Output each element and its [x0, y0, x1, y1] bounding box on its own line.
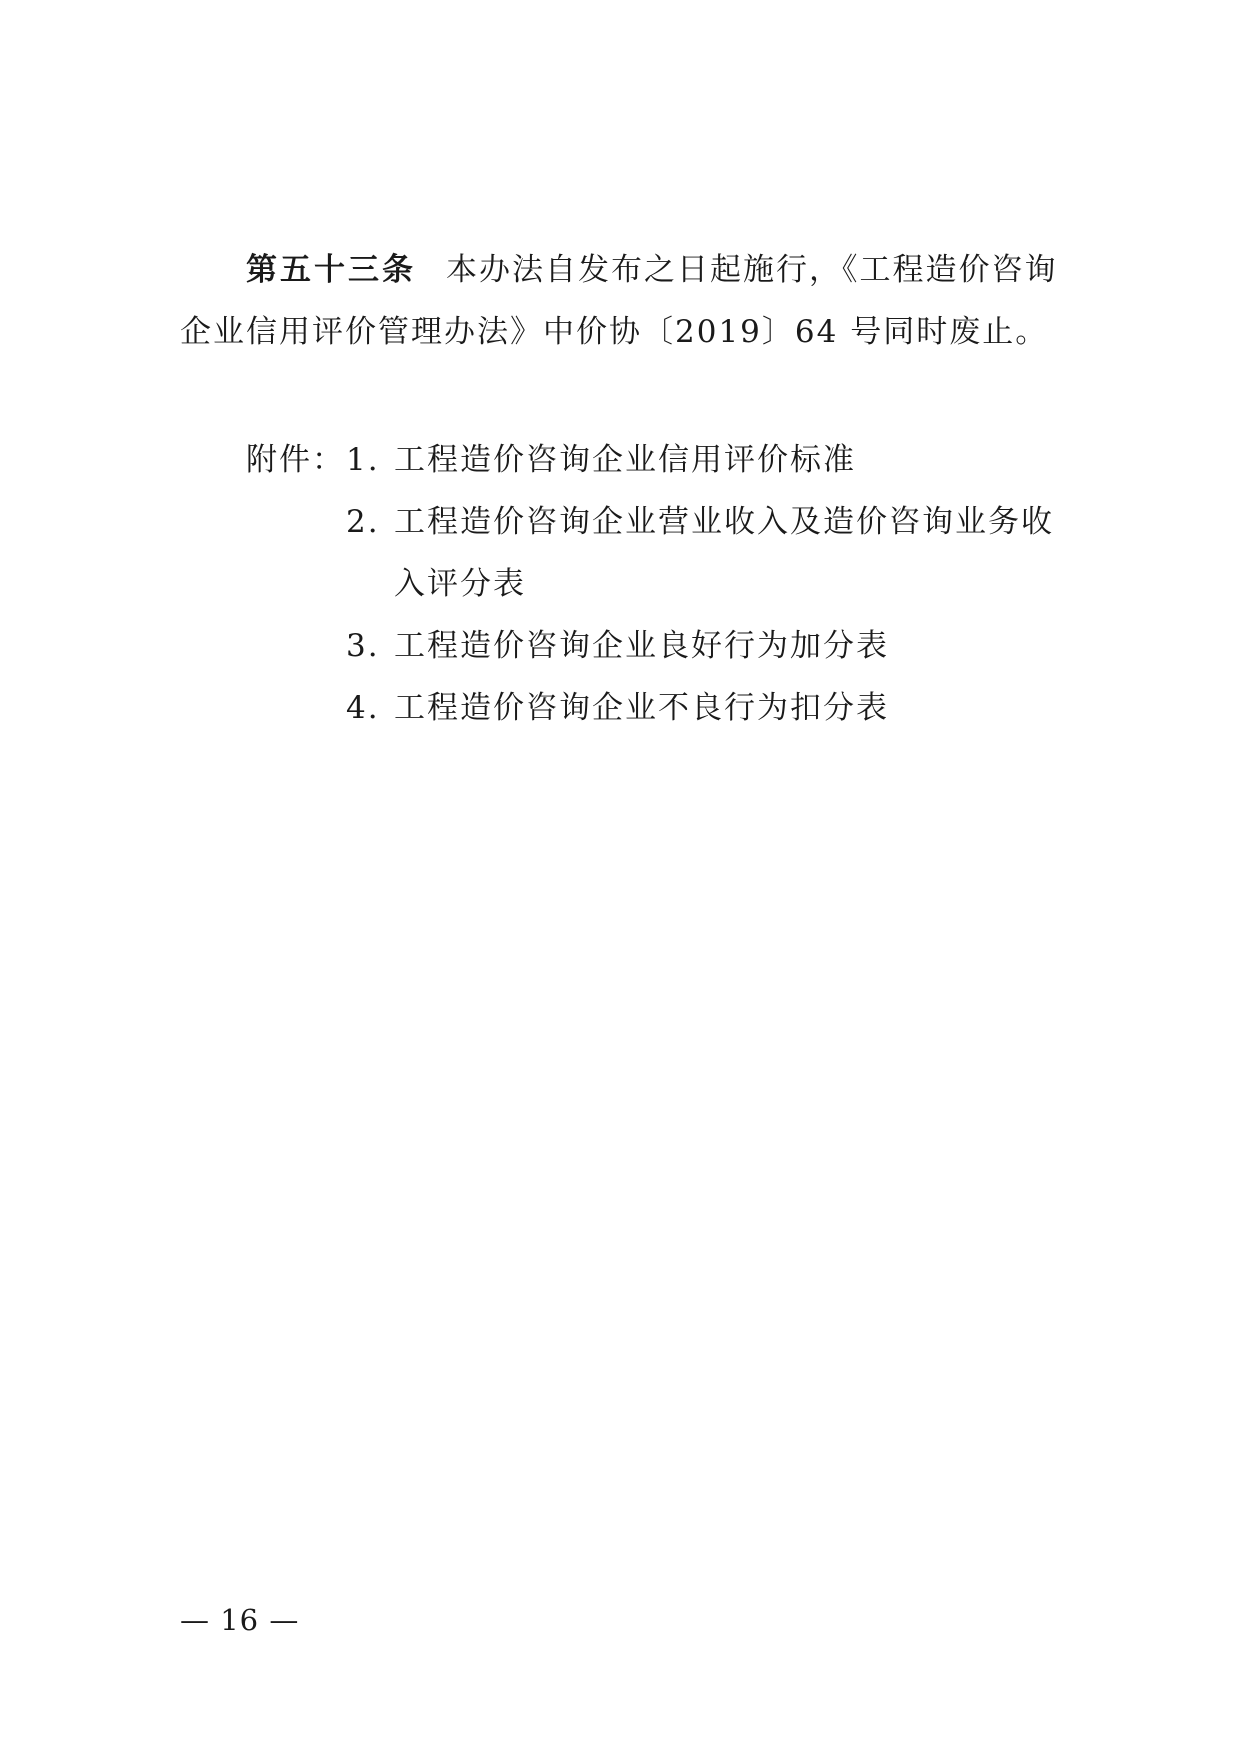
attachment-title-continuation: 入评分表 [394, 566, 526, 602]
attachment-item-3 [346, 626, 889, 666]
article-line1-text: 本办法自发布之日起施行，《工程造价咨询 [446, 252, 1058, 288]
attachment-item-2 [346, 502, 1054, 542]
attachment-title: 工程造价咨询企业不良行为扣分表 [394, 690, 889, 726]
attachment-title: 工程造价咨询企业营业收入及造价咨询业务收 [394, 504, 1054, 540]
attachment-number: 2. [346, 504, 380, 540]
attachment-title: 工程造价咨询企业信用评价标准 [394, 442, 856, 478]
page-number: — 16 — [180, 1603, 300, 1637]
article-53-line-1 [246, 250, 1058, 290]
attachment-item-2-continuation [394, 564, 526, 604]
attachment-number: 1. [346, 442, 380, 478]
attachment-number: 3. [346, 628, 380, 664]
attachments-label-text: 附件： [246, 442, 345, 478]
attachment-title: 工程造价咨询企业良好行为加分表 [394, 628, 889, 664]
attachment-item-4 [346, 688, 889, 728]
attachment-item-1 [346, 440, 856, 480]
article-line2-text: 企业信用评价管理办法》中价协〔2019〕64 号同时废止。 [180, 314, 1049, 350]
article-heading: 第五十三条 [246, 252, 416, 288]
article-53-line-2 [180, 312, 1048, 352]
attachments-label [246, 440, 345, 480]
attachment-number: 4. [346, 690, 380, 726]
